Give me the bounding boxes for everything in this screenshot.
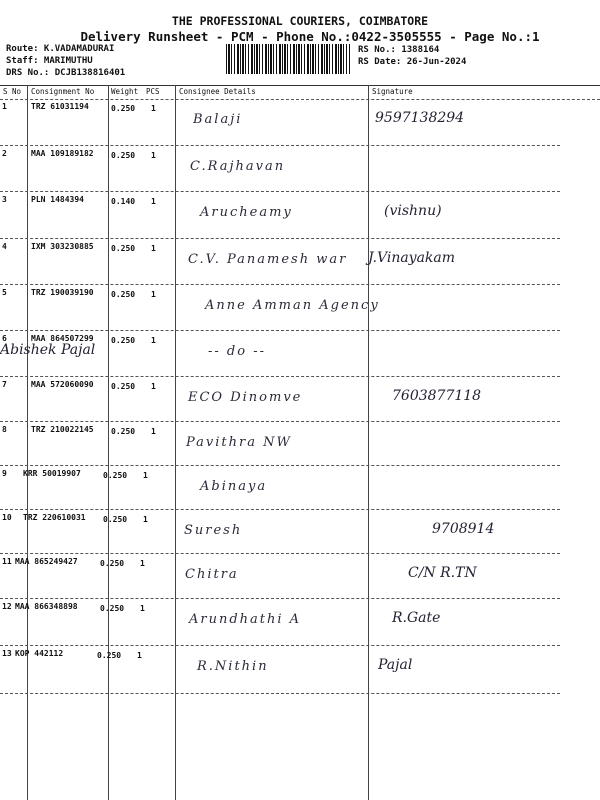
row-pcs: 1 — [143, 471, 148, 480]
row-weight: 0.250 — [111, 336, 136, 345]
runsheet-subtitle: Delivery Runsheet - PCM - Phone No.:0422-3505555 - Page No.:1 — [80, 29, 540, 44]
row-sno: 8 — [2, 425, 7, 434]
col-signature: Signature — [372, 87, 413, 96]
row-consignee: Balaji — [193, 112, 243, 127]
row-pcs: 1 — [137, 651, 142, 660]
rs-number: RS No.: 1388164 — [358, 45, 440, 55]
col-pcs: PCS — [146, 87, 160, 96]
row-pcs: 1 — [151, 382, 156, 391]
row-consignment: KOP 442112 — [15, 649, 64, 658]
row-sno: 1 — [2, 102, 7, 111]
row-weight: 0.250 — [111, 244, 136, 253]
row-signature: (vishnu) — [384, 203, 442, 219]
row-signature: J.Vinayakam — [368, 250, 456, 266]
row-consignee: C.V. Panamesh war — [188, 252, 348, 267]
table-row — [0, 376, 560, 422]
row-consignment: PLN 1484394 — [31, 195, 84, 204]
row-signature: 7603877118 — [392, 388, 482, 404]
row-pcs: 1 — [151, 244, 156, 253]
drs-label: DRS No.: DCJB138816401 — [6, 68, 126, 78]
row-signature: 9708914 — [432, 521, 495, 537]
table-row — [0, 191, 560, 239]
table-row — [0, 553, 560, 599]
row-signature: R.Gate — [392, 610, 441, 626]
row-signature: C/N R.TN — [408, 565, 477, 581]
row-consignment: MAA 864507299 — [31, 334, 94, 343]
row-weight: 0.250 — [97, 651, 122, 660]
row-pcs: 1 — [151, 197, 156, 206]
row-signature: 9597138294 — [375, 110, 465, 126]
row-pcs: 1 — [151, 290, 156, 299]
table-row — [0, 465, 560, 510]
row-consignee: Abinaya — [200, 479, 268, 494]
row-pcs: 1 — [140, 604, 145, 613]
row-consignment: TRZ 210022145 — [31, 425, 94, 434]
table-row — [0, 98, 560, 146]
row-pcs: 1 — [143, 515, 148, 524]
row-consignee: ECO Dinomve — [188, 390, 303, 405]
table-row — [0, 645, 560, 694]
row-sno: 13 — [2, 649, 12, 658]
row-weight: 0.250 — [111, 151, 136, 160]
rs-date: RS Date: 26-Jun-2024 — [358, 57, 467, 67]
row-consignment: TRZ 220610031 — [23, 513, 86, 522]
row-weight: 0.250 — [111, 290, 136, 299]
row-weight: 0.250 — [103, 471, 128, 480]
row-pcs: 1 — [151, 427, 156, 436]
company-title: THE PROFESSIONAL COURIERS, COIMBATORE — [171, 14, 429, 28]
row-signature: Abishek Pajal — [0, 342, 96, 358]
table-row — [0, 330, 560, 377]
row-consignee: -- do -- — [208, 344, 266, 359]
row-weight: 0.250 — [100, 604, 125, 613]
row-weight: 0.250 — [100, 559, 125, 568]
row-consignee: R.Nithin — [197, 659, 269, 674]
col-sno: S No — [3, 87, 22, 96]
row-consignee: Arundhathi A — [189, 612, 302, 627]
table-row — [0, 284, 560, 331]
table-row — [0, 598, 560, 646]
col-weight: Weight — [111, 87, 139, 96]
row-consignment: IXM 303230885 — [31, 242, 94, 251]
row-consignee: C.Rajhavan — [190, 159, 286, 174]
row-weight: 0.250 — [111, 104, 136, 113]
row-sno: 6 — [2, 334, 7, 343]
row-pcs: 1 — [140, 559, 145, 568]
row-sno: 5 — [2, 288, 7, 297]
row-sno: 10 — [2, 513, 12, 522]
row-consignee: Anne Amman Agency — [205, 298, 380, 313]
row-consignee: Suresh — [184, 523, 243, 538]
row-pcs: 1 — [151, 336, 156, 345]
row-consignee: Pavithra NW — [186, 435, 292, 450]
row-consignment: MAA 865249427 — [15, 557, 78, 566]
row-consignee: Chitra — [185, 567, 239, 582]
row-pcs: 1 — [151, 104, 156, 113]
row-consignment: MAA 572060090 — [31, 380, 94, 389]
route-label: Route: K.VADAMADURAI — [6, 44, 115, 54]
table-row — [0, 421, 560, 466]
col-consignee: Consignee Details — [179, 87, 256, 96]
row-sno: 7 — [2, 380, 7, 389]
row-sno: 4 — [2, 242, 7, 251]
row-sno: 3 — [2, 195, 7, 204]
barcode — [226, 44, 350, 74]
row-weight: 0.250 — [103, 515, 128, 524]
col-consignment: Consignment No — [31, 87, 95, 96]
row-sno: 11 — [2, 557, 12, 566]
row-weight: 0.140 — [111, 197, 136, 206]
table-row — [0, 145, 560, 192]
row-pcs: 1 — [151, 151, 156, 160]
row-sno: 9 — [2, 469, 7, 478]
row-weight: 0.250 — [111, 382, 136, 391]
row-consignment: MAA 866348898 — [15, 602, 78, 611]
row-weight: 0.250 — [111, 427, 136, 436]
row-consignment: TRZ 61031194 — [31, 102, 89, 111]
row-sno: 2 — [2, 149, 7, 158]
staff-label: Staff: MARIMUTHU — [6, 56, 93, 66]
row-consignment: TRZ 190039190 — [31, 288, 94, 297]
row-consignment: KRR 50019907 — [23, 469, 81, 478]
row-signature: Pajal — [378, 657, 413, 673]
table-row — [0, 238, 560, 285]
row-consignment: MAA 109189182 — [31, 149, 94, 158]
row-consignee: Arucheamy — [200, 205, 293, 220]
table-row — [0, 509, 560, 554]
row-sno: 12 — [2, 602, 12, 611]
